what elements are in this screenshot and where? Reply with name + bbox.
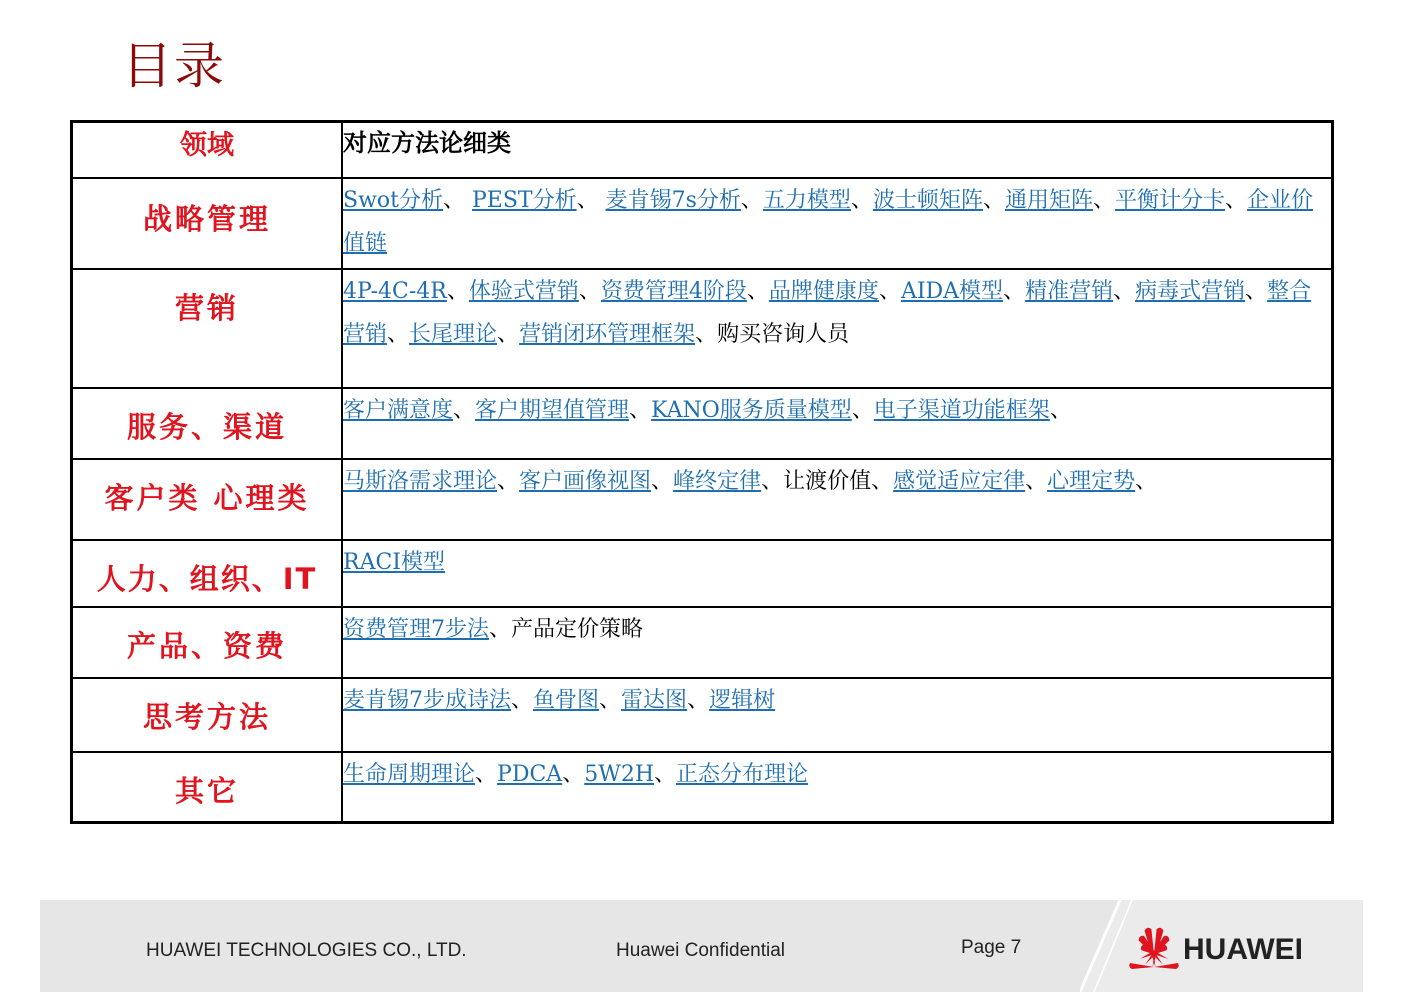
domain-cell: 产品、资费 [72,607,343,678]
separator-text: 、 [982,188,1005,213]
domain-cell: 战略管理 [72,178,343,269]
methods-cell [342,459,1333,540]
table-row [72,388,1333,459]
method-link[interactable]: 整合营销 [343,279,1312,347]
separator-text: 、 [497,322,520,347]
method-link[interactable]: 五力模型 [762,188,851,213]
method-link[interactable]: 品牌健康度 [768,279,879,304]
separator-text: 、让渡价值、 [761,469,894,494]
separator-text: 、 [746,279,769,304]
method-link[interactable]: 5W2H [584,762,655,787]
separator-text: 、 [1225,188,1248,213]
separator-text: 、 [576,188,606,213]
table-row [72,752,1333,822]
separator-text: 、 [1245,279,1268,304]
huawei-flower-icon [1126,925,1182,973]
separator-text: 、 [497,469,520,494]
method-link[interactable]: 资费管理4阶段 [600,279,747,304]
table-row [72,269,1333,388]
domain-cell: 人力、组织、IT [72,540,343,607]
domain-cell: 营销 [72,269,343,388]
methods-cell [342,678,1333,752]
method-link[interactable]: 体验式营销 [468,279,579,304]
separator-text: 、 [453,398,476,423]
method-link[interactable]: 心理定势 [1047,469,1136,494]
separator-text: 、 [599,688,622,713]
separator-text: 、 [578,279,601,304]
method-link[interactable]: 感觉适应定律 [893,469,1026,494]
method-link[interactable]: 通用矩阵 [1004,188,1093,213]
header-domain: 领域 [72,122,343,179]
separator-text: 、 [1113,279,1136,304]
header-methods: 对应方法论细类 [342,122,1333,179]
methods-cell [342,607,1333,678]
methods-cell [342,540,1333,607]
method-link[interactable]: 峰终定律 [673,469,762,494]
separator-text: 、 [629,398,652,423]
separator-text: 、 [1135,469,1158,494]
separator-text: 、 [1049,398,1072,423]
table-row [72,678,1333,752]
method-link[interactable]: 客户期望值管理 [475,398,630,423]
separator-text: 、 [687,688,710,713]
separator-text: 、 [850,188,873,213]
method-link[interactable]: 生命周期理论 [343,762,476,787]
separator-text: 、 [740,188,763,213]
method-link[interactable]: 精准营销 [1025,279,1114,304]
method-link[interactable]: Swot分析 [343,188,443,213]
methods-cell [342,388,1333,459]
method-link[interactable]: 波士顿矩阵 [872,188,983,213]
method-link[interactable]: KANO服务质量模型 [651,398,852,423]
table-row [72,540,1333,607]
table-row [72,459,1333,540]
separator-text: 、 [387,322,410,347]
separator-text: 、购买咨询人员 [695,322,850,347]
separator-text: 、 [654,762,677,787]
domain-cell: 思考方法 [72,678,343,752]
separator-text: 、 [511,688,534,713]
table-header-row [72,122,1333,179]
separator-text: 、 [562,762,585,787]
separator-text: 、 [651,469,674,494]
method-link[interactable]: 长尾理论 [409,322,498,347]
footer-company: HUAWEI TECHNOLOGIES CO., LTD. [146,940,467,961]
logo-text: HUAWEI [1183,933,1303,966]
method-link[interactable]: 雷达图 [621,688,688,713]
methods-cell [342,178,1333,269]
domain-cell: 客户类 心理类 [72,459,343,540]
page-title: 目录 [122,37,226,95]
method-link[interactable]: 电子渠道功能框架 [873,398,1050,423]
separator-text: 、 [443,188,472,213]
method-link[interactable]: 鱼骨图 [533,688,600,713]
separator-text: 、 [878,279,901,304]
footer-page-number: Page 7 [961,937,1022,958]
domain-cell: 服务、渠道 [72,388,343,459]
method-link[interactable]: 麦肯锡7步成诗法 [343,688,511,713]
table-row [72,607,1333,678]
method-link[interactable]: 病毒式营销 [1135,279,1246,304]
separator-text: 、 [475,762,498,787]
method-link[interactable]: 客户画像视图 [519,469,652,494]
method-link[interactable]: RACI模型 [343,550,445,575]
method-link[interactable]: 马斯洛需求理论 [343,469,498,494]
method-link[interactable]: 麦肯锡7s分析 [605,188,741,213]
method-link[interactable]: 企业价值链 [343,188,1314,256]
footer-confidential: Huawei Confidential [616,940,785,961]
method-link[interactable]: PEST分析 [472,188,577,213]
method-link[interactable]: 客户满意度 [343,398,454,423]
method-link[interactable]: 逻辑树 [709,688,776,713]
methods-cell [342,752,1333,822]
separator-text: 、产品定价策略 [489,617,644,642]
method-link[interactable]: 平衡计分卡 [1115,188,1226,213]
huawei-logo [1126,925,1336,973]
footer-bar [40,900,1363,992]
method-link[interactable]: 营销闭环管理框架 [519,322,696,347]
separator-text: 、 [1093,188,1116,213]
methodology-table [70,120,1334,824]
method-link[interactable]: 资费管理7步法 [343,617,489,642]
separator-text: 、 [1025,469,1048,494]
separator-text: 、 [851,398,874,423]
table-row [72,178,1333,269]
method-link[interactable]: 4P-4C-4R [343,279,447,304]
method-link[interactable]: AIDA模型 [900,279,1004,304]
method-link[interactable]: 正态分布理论 [676,762,809,787]
separator-text: 、 [1003,279,1026,304]
methods-cell [342,269,1333,388]
separator-text: 、 [446,279,469,304]
domain-cell: 其它 [72,752,343,822]
method-link[interactable]: PDCA [497,762,563,787]
